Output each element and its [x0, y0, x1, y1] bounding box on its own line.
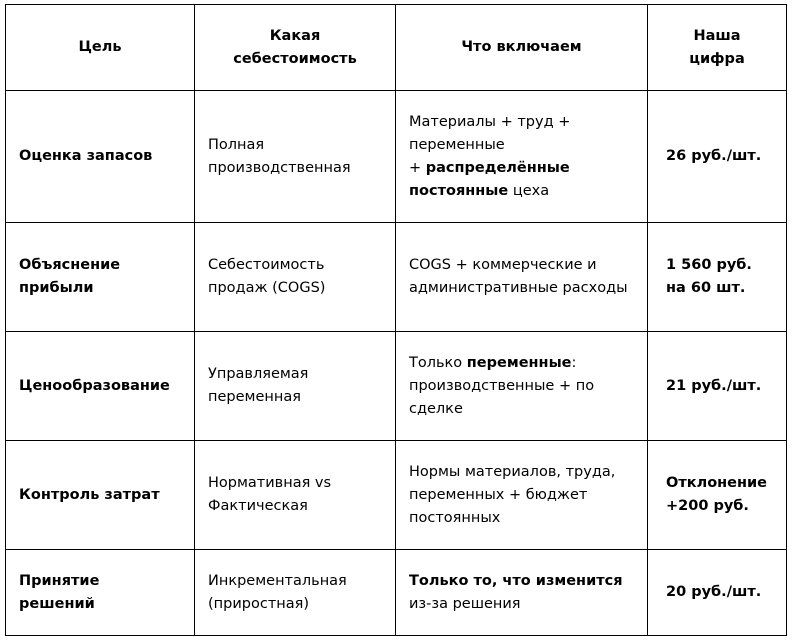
table-row — [6, 223, 787, 332]
table-row — [6, 91, 787, 223]
header-our-figure: Наша цифра — [648, 5, 787, 91]
row-goal: Оценка запасов — [6, 91, 195, 223]
row-figure: 26 руб./шт. — [648, 91, 787, 223]
row-includes: Только то, что изменится из-за решения — [396, 550, 648, 636]
header-cost-type: Какая себестоимость — [195, 5, 396, 91]
row-includes: Только переменные: производственные + по сделке — [396, 332, 648, 441]
row-figure: 1 560 руб. на 60 шт. — [648, 223, 787, 332]
table-row — [6, 550, 787, 636]
row-goal: Объяснение прибыли — [6, 223, 195, 332]
row-includes: Нормы материалов, труда, переменных + бюджет постоянных — [396, 441, 648, 550]
table-row — [6, 332, 787, 441]
row-figure: 21 руб./шт. — [648, 332, 787, 441]
row-cost-type: Полная производственная — [195, 91, 396, 223]
row-includes: COGS + коммерческие и административные расходы — [396, 223, 648, 332]
row-goal: Принятие решений — [6, 550, 195, 636]
row-cost-type: Инкрементальная (приростная) — [195, 550, 396, 636]
cost-table — [5, 4, 787, 636]
row-cost-type: Себестоимость продаж (COGS) — [195, 223, 396, 332]
table-row — [6, 441, 787, 550]
row-figure: 20 руб./шт. — [648, 550, 787, 636]
row-includes: Материалы + труд + переменные + распределённые постоянные цеха — [396, 91, 648, 223]
header-includes: Что включаем — [396, 5, 648, 91]
row-cost-type: Управляемая переменная — [195, 332, 396, 441]
row-goal: Контроль затрат — [6, 441, 195, 550]
table-header-row — [6, 5, 787, 91]
header-goal: Цель — [6, 5, 195, 91]
row-cost-type: Нормативная vs Фактическая — [195, 441, 396, 550]
row-figure: Отклонение +200 руб. — [648, 441, 787, 550]
row-goal: Ценообразование — [6, 332, 195, 441]
